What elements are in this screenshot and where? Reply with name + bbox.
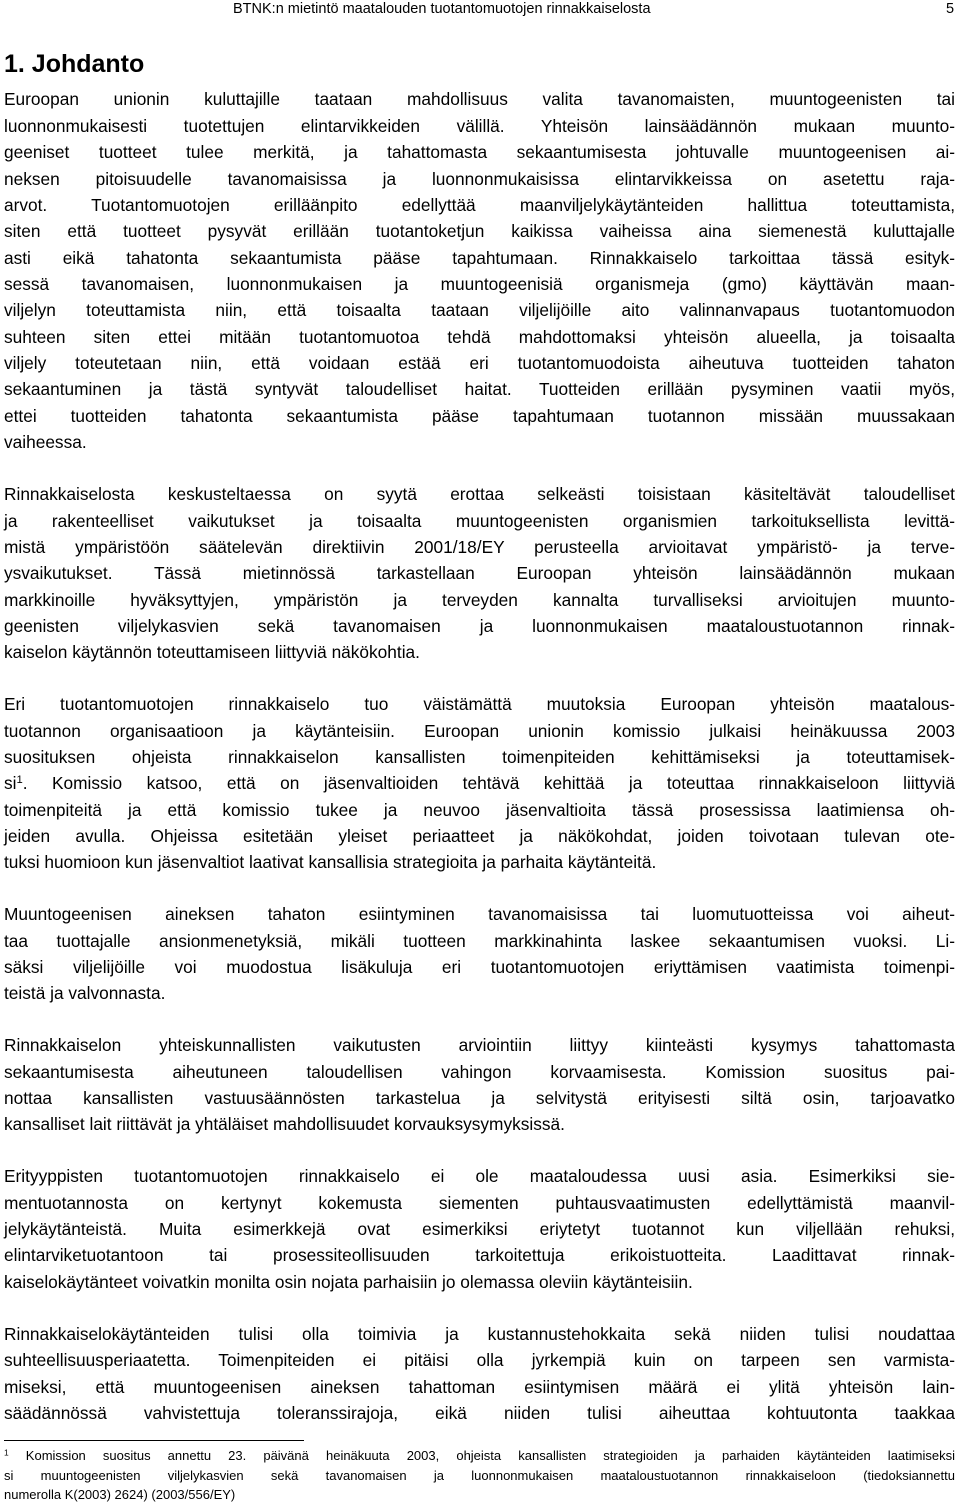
text-line: suosituksen ohjeista rinnakkaiselon kansallisten toimenpiteiden kehittämiseksi ja toteuttamisek- — [4, 747, 955, 767]
text-line: nottaa kansallisten vastuusäännösten tarkastelua ja selvitystä erityisesti siltä osin, tarjoavatko — [4, 1088, 955, 1108]
text-line: mistä ympäristöön säätelevän direktiivin 2001/18/EY perusteella arvioitavat ympäristö- ja terve- — [4, 537, 955, 557]
text-line — [4, 773, 955, 793]
text-line: kansalliset lait riittävät ja yhtäläiset mahdollisuudet korvauksysymyksissä. — [4, 1114, 565, 1134]
text-line: Rinnakkaiselokäytänteiden tulisi olla toimivia ja kustannustehokkaita sekä niiden tulisi noudattaa — [4, 1324, 955, 1344]
text-line: teistä ja valvonnasta. — [4, 983, 166, 1003]
text-line: geeniset tuotteet tulee merkitä, ja tahattomasta sekaantumisesta johtuvalle muuntogeenisen ai- — [4, 142, 955, 162]
page-number: 5 — [946, 1, 955, 17]
text-line: sekaantumisesta aiheutuneen taloudellisen vahingon korvaamisesta. Komission suositus pai- — [4, 1062, 955, 1082]
footnote-text: Komission suositus annettu 23. päivänä heinäkuuta 2003, ohjeista kansallisten strategioiden ja parhaiden käytänteiden laatimiseksi — [8, 1448, 955, 1463]
text-line: neksen pitoisuudelle tavanomaisissa ja luonnonmukaisissa elintarvikkeissa on asetettu raja- — [4, 169, 955, 189]
text-line: mentuotannosta on kertynyt kokemusta siementen puhtausvaatimusten edellyttämistä maanvil- — [4, 1193, 955, 1213]
text-line: jelykäytänteistä. Muita esimerkkejä ovat esimerkiksi eriytetyt tuotannot kun viljellään rehuksi, — [4, 1219, 955, 1239]
text-line: säädännössä vahvistettuja toleranssirajoja, eikä niiden tulisi aiheuttaa kohtuutonta taakkaa — [4, 1403, 955, 1423]
text-line: Eri tuotantomuotojen rinnakkaiselo tuo väistämättä muutoksia Euroopan yhteisön maatalous- — [4, 694, 955, 714]
text-line: markkinoille hyväksyttyjen, ympäristön ja terveyden kannalta turvalliseksi arvioitujen muunto- — [4, 590, 955, 610]
text-line: luonnonmukaisesti tuotettujen elintarvikkeiden välillä. Yhteisön lainsäädännön mukaan muunto- — [4, 116, 955, 136]
text-line: arvot. Tuotantomuotojen erilläänpito edellyttää maanviljelykäytänteiden hallittua toteuttamista, — [4, 195, 955, 215]
section-heading: 1. Johdanto — [4, 50, 145, 78]
text-line: ysvaikutukset. Tässä mietinnössä tarkastellaan Euroopan yhteisön lainsäädännön mukaan — [4, 563, 955, 583]
text-line: asti eikä tahatonta sekaantumista pääse tapahtumaan. Rinnakkaiselo tarkoittaa tässä esityk- — [4, 248, 955, 268]
text-line: Erityyppisten tuotantomuotojen rinnakkaiselo ei ole maataloudessa uusi asia. Esimerkiksi sie- — [4, 1166, 955, 1186]
text-line: kaiselokäytänteet voivatkin monilta osin nojata parhaisiin jo olemassa oleviin käytänteisiin. — [4, 1272, 693, 1292]
text-line: suhteen siten ettei mitään tuotantomuotoa tehdä mahdottomaksi yhteisön alueella, ja toisaalta — [4, 327, 955, 347]
text-line: taa tuottajalle ansionmenetyksiä, mikäli tuotteen markkinahinta laskee sekaantumisen vuoksi. Li- — [4, 931, 955, 951]
text-line: tuotannon organisaatioon ja käytänteisiin. Euroopan unionin komissio julkaisi heinäkuussa 2003 — [4, 721, 955, 741]
text-line: toimenpiteitä ja että komissio tukee ja neuvoo jäsenvaltioita tässä prosessissa laatimiensa oh- — [4, 800, 955, 820]
text-line: kaiselon käytännön toteuttamiseen liittyviä näkökohtia. — [4, 642, 420, 662]
text-line: viljely toteutetaan niin, että voidaan estää eri tuotantomuodoista aiheutuva tuotteiden tahaton — [4, 353, 955, 373]
footnote-marker: 1 — [4, 1447, 9, 1458]
text-line: geenisten viljelykasvien sekä tavanomaisen ja luonnonmukaisen maataloustuotannon rinnak- — [4, 616, 955, 636]
text-line: Euroopan unionin kuluttajille taataan mahdollisuus valita tavanomaisten, muuntogeenisten tai — [4, 89, 955, 109]
footnote-line: si muuntogeenisten viljelykasvien sekä tavanomaisen ja luonnonmukaisen maataloustuotannon rinnakkaiseloon (tiedoksiannettu — [4, 1468, 955, 1483]
text-fragment: . Komissio katsoo, että on jäsenvaltioiden tehtävä kehittää ja toteuttaa rinnakkaiseloon liittyviä — [22, 773, 955, 793]
text-line: elintarviketuotantoon tai prosessiteollisuuden tarkoitettuja erikoistuotteita. Laadittavat rinnak- — [4, 1245, 955, 1265]
text-line: säksi viljelijöille voi muodostua lisäkuluja eri tuotantomuotojen eriyttämisen vaatimista toimenpi- — [4, 957, 955, 977]
text-line: vaiheessa. — [4, 432, 87, 452]
text-line: Rinnakkaiselosta keskusteltaessa on syytä erottaa selkeästi toisistaan käsiteltävät taloudelliset — [4, 484, 955, 504]
text-line: suhteellisuusperiaatetta. Toimenpiteiden ei pitäisi olla jyrkempiä kuin on tarpeen sen varmista- — [4, 1350, 955, 1370]
text-fragment: si — [4, 773, 17, 793]
text-line: miseksi, että muuntogeenisen aineksen tahattoman esiintymisen määrä ei ylitä yhteisön lain- — [4, 1377, 955, 1397]
running-header: BTNK:n mietintö maatalouden tuotantomuotojen rinnakkaiselosta — [233, 1, 651, 17]
text-line: ettei tuotteiden tahatonta sekaantumista pääse tapahtumaan tuotannon missään muussakaan — [4, 406, 955, 426]
footnote-separator — [4, 1440, 304, 1441]
text-line: jeiden avulla. Ohjeissa esitetään yleiset periaatteet ja näkökohdat, joiden toivotaan tulevan ote- — [4, 826, 955, 846]
text-line: Rinnakkaiselon yhteiskunnallisten vaikutusten arviointiin liittyy kiinteästi kysymys tahattomasta — [4, 1035, 955, 1055]
text-line: viljelyn toteuttamista niin, että toisaalta taataan viljelijöille aito valinnanvapaus tuotantomuodon — [4, 300, 955, 320]
text-line: Muuntogeenisen aineksen tahaton esiintyminen tavanomaisissa tai luomutuotteissa voi aiheut- — [4, 904, 955, 924]
text-line: tuksi huomioon kun jäsenvaltiot laativat kansallisia strategioita ja parhaita käytänteitä. — [4, 852, 657, 872]
text-line: ja rakenteelliset vaikutukset ja toisaalta muuntogeenisten organismien tarkoituksellista levittä- — [4, 511, 955, 531]
text-line: sekaantuminen ja tästä syntyvät taloudelliset haitat. Tuotteiden erillään pysyminen vaatii myös, — [4, 379, 955, 399]
footnote-line: numerolla K(2003) 2624) (2003/556/EY) — [4, 1487, 236, 1502]
footnote-reference[interactable]: 1 — [16, 773, 23, 786]
footnote-line — [4, 1448, 955, 1464]
text-line: siten että tuotteet pysyvät erillään tuotantoketjun kaikissa vaiheissa aina siemenestä kuluttajalle — [4, 221, 955, 241]
text-line: sessä tavanomaisen, luonnonmukaisen ja muuntogeenisiä organismeja (gmo) käyttävän maan- — [4, 274, 955, 294]
